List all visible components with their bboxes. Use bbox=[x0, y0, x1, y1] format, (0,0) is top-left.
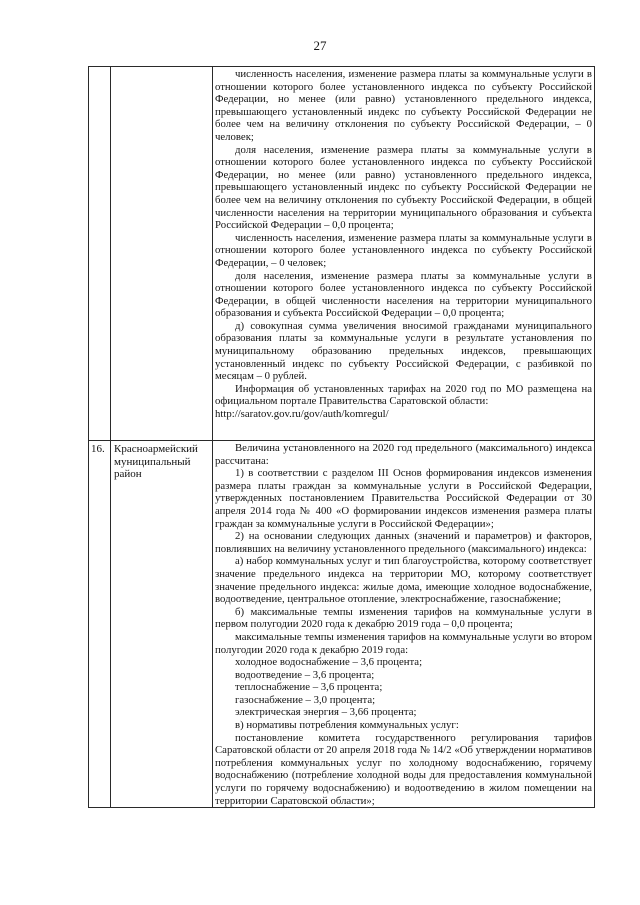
paragraph: Информация об установленных тарифах на 2020 год по МО размещена на официальном портале Правительства Саратовской области: bbox=[215, 382, 592, 408]
row-description bbox=[213, 67, 595, 441]
row-number bbox=[89, 67, 111, 441]
tariff-item: газоснабжение – 3,0 процента; bbox=[235, 693, 376, 706]
tariff-item: в) нормативы потребления коммунальных услуг: bbox=[235, 719, 459, 732]
tariff-item: электрическая энергия – 3,66 процента; bbox=[235, 706, 417, 719]
paragraph: 1) в соответствии с разделом III Основ формирования индексов изменения размера платы граждан за коммунальные услуги в Российской Федерации, утвержденных постановлением Правительства Российской Федерации от 30 апреля 2014 года № 400 «О формировании индексов изменения размера платы граждан за коммунальные услуги в Российской Федерации»; bbox=[215, 467, 592, 530]
page-number: 27 bbox=[313, 38, 327, 53]
tariff-item: холодное водоснабжение – 3,6 процента; bbox=[235, 656, 423, 669]
paragraph: доля населения, изменение размера платы за коммунальные услуги в отношении которого более установленного индекса по субъекту Российской Федерации, в общей численности населения на территории муниципального образования и субъекта Российской Федерации – 0,0 процента; bbox=[215, 269, 592, 320]
municipality-name bbox=[111, 67, 213, 441]
tariff-item: водоотведение – 3,6 процента; bbox=[235, 668, 375, 681]
paragraph: Величина установленного на 2020 год предельного (максимального) индекса рассчитана: bbox=[215, 442, 592, 467]
paragraph: численность населения, изменение размера платы за коммунальные услуги в отношении которого более установленного индекса по субъекту Российской Федерации, но менее (или равно) установленного предельного индекса, превышающего установленный индекс по субъекту Российской Федерации не более чем на величину отклонения по субъекту Российской Федерации, – 0 человек; bbox=[215, 68, 592, 143]
paragraph: 2) на основании следующих данных (значений и параметров) и факторов, повлиявших на величину установленного предельного (максимального) индекса: bbox=[215, 530, 592, 555]
row-number: 16. bbox=[89, 441, 111, 808]
paragraph: а) набор коммунальных услуг и тип благоустройства, которому соответствует значение предельного индекса на территории МО, которому соответствует значение предельного индекса: жилые дома, имеющие холодное водоснабжение, водоотведение, центральное отопление, электроснабжение, газоснабжение; bbox=[215, 555, 592, 606]
portal-link[interactable]: http://saratov.gov.ru/gov/auth/komregul/ bbox=[215, 408, 389, 421]
municipality-name: Красноармейский муниципальный район bbox=[111, 441, 213, 808]
paragraph: максимальные темпы изменения тарифов на коммунальные услуги во втором полугодии 2020 года к декабрю 2019 года: bbox=[215, 630, 592, 656]
row-description bbox=[213, 441, 595, 808]
table-row bbox=[89, 441, 595, 808]
paragraph: постановление комитета государственного регулирования тарифов Саратовской области от 20 апреля 2018 года № 14/2 «Об утверждении нормативов потребления коммунальных услуг по холодному водоснабжению, горячему водоснабжению (потребление холодной воды для предоставления коммунальной услуги по горячему водоснабжению) и водоотведению в жилом помещении на территории Саратовской области»; bbox=[215, 731, 592, 807]
tariff-item: теплоснабжение – 3,6 процента; bbox=[235, 681, 383, 694]
paragraph: д) совокупная сумма увеличения вносимой гражданами муниципального образования платы за коммунальные услуги в результате установления по муниципальному образованию предельных индексов, превышающих установленный индекс по субъекту Российской Федерации, с разбивкой по месяцам – 0 рублей. bbox=[215, 319, 592, 383]
paragraph: б) максимальные темпы изменения тарифов на коммунальные услуги в первом полугодии 2020 года к декабрю 2019 года – 0,0 процента; bbox=[215, 605, 592, 631]
paragraph: численность населения, изменение размера платы за коммунальные услуги в отношении которого более установленного индекса по субъекту Российской Федерации, – 0 человек; bbox=[215, 231, 592, 269]
paragraph: доля населения, изменение размера платы за коммунальные услуги в отношении которого более установленного индекса по субъекту Российской Федерации, но менее (или равно) установленного предельного индекса, превышающего установленный индекс по субъекту Российской Федерации не более чем на величину отклонения по субъекту Российской Федерации, в общей численности населения на территории муниципального образования и субъекта Российской Федерации – 0,0 процента; bbox=[215, 143, 592, 232]
tariff-info-table bbox=[88, 66, 595, 808]
table-row bbox=[89, 67, 595, 441]
